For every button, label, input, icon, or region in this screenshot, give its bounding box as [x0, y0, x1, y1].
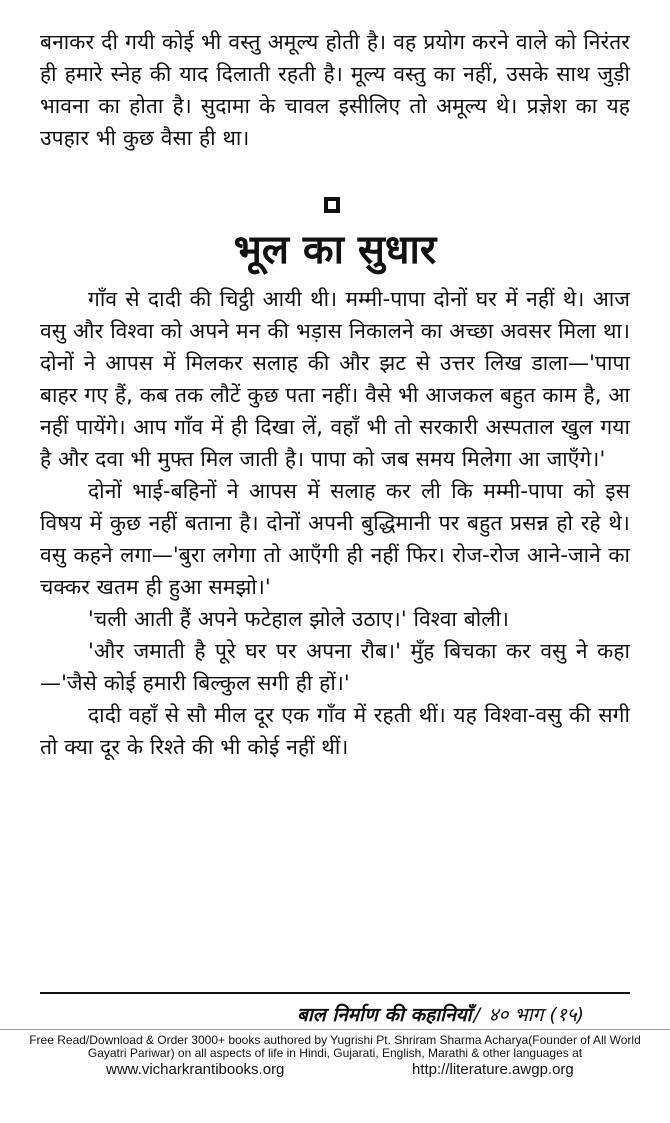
section-separator-square-icon — [324, 197, 340, 213]
book-footer — [297, 1001, 584, 1027]
book-part-number: ४० भाग (१५) — [488, 1004, 584, 1026]
vicharkranti-books-link[interactable]: www.vicharkrantibooks.org — [106, 1061, 285, 1078]
awgp-literature-link[interactable]: http://literature.awgp.org — [412, 1061, 574, 1078]
story-paragraph: दोनों भाई-बहिनों ने आपस में सलाह कर ली कि मम्मी-पापा को इस विषय में कुछ नहीं बताना है। दोनों अपनी बुद्धिमानी पर बहुत प्रसन्न हो रहे थे। वसु कहने लगा—'बुरा लगेगा तो आएँगी ही नहीं फिर। रोज-रोज आने-जाने का चक्कर खतम ही हुआ समझो।' — [40, 479, 630, 599]
promo-divider — [0, 1029, 670, 1030]
intro-text-block — [40, 26, 630, 154]
footer-separator: / — [473, 1004, 480, 1026]
footer-divider — [40, 992, 630, 994]
story-paragraph: 'और जमाती है पूरे घर पर अपना रौब।' मुँह बिचका कर वसु ने कहा—'जैसे कोई हमारी बिल्कुल सगी ही हों।' — [40, 639, 630, 695]
story-paragraph: 'चली आती हैं अपने फटेहाल झोले उठाए।' विश्वा बोली। — [88, 607, 510, 631]
story-paragraph: दादी वहाँ से सौ मील दूर एक गाँव में रहती थीं। यह विश्वा-वसु की सगी तो क्या दूर के रिश्ते की भी कोई नहीं थीं। — [40, 703, 630, 759]
story-paragraph: गाँव से दादी की चिट्ठी आयी थी। मम्मी-पापा दोनों घर में नहीं थे। आज वसु और विश्वा को अपने मन की भड़ास निकालने का अच्छा अवसर मिला था। दोनों ने आपस में मिलकर सलाह की और झट से उत्तर लिख डाला—'पापा बाहर गए हैं, कब तक लौटें कुछ पता नहीं। वैसे भी आजकल बहुत काम है, आ नहीं पायेंगे। आप गाँव में ही दिखा लें, वहाँ भी तो सरकारी अस्पताल खुल गया है और दवा भी मुफ्त मिल जाती है। पापा को जब समय मिलेगा आ जाएँगे।' — [40, 287, 630, 471]
story-text-block — [40, 283, 630, 763]
intro-paragraph: बनाकर दी गयी कोई भी वस्तु अमूल्य होती है। वह प्रयोग करने वाले को निरंतर ही हमारे स्नेह की याद दिलाती रहती है। मूल्य वस्तु का नहीं, उसके साथ जुड़ी भावना का होता है। सुदामा के चावल इसीलिए तो अमूल्य थे। प्रज्ञेश का यह उपहार भी कुछ वैसा ही था। — [40, 30, 630, 150]
promo-text: Free Read/Download & Order 3000+ books authored by Yugrishi Pt. Shriram Sharma Acharya(Founder of All World Gayatri Pariwar) on all aspects of life in Hindi, Gujarati, English, Marathi & other languages at — [29, 1033, 641, 1060]
story-title: भूल का सुधार — [233, 227, 437, 273]
book-series-name: बाल निर्माण की कहानियाँ — [297, 1004, 472, 1026]
